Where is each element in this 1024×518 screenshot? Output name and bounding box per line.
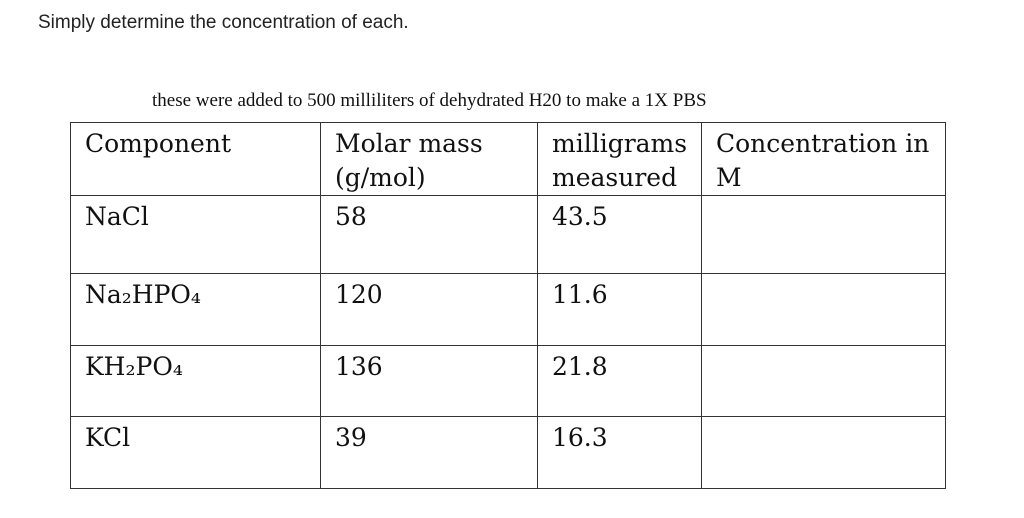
cell-concentration [702, 417, 946, 489]
cell-concentration [702, 346, 946, 417]
header-component [71, 123, 321, 196]
header-component-label: Component [85, 129, 231, 158]
table-header-row [71, 123, 946, 196]
cell-milligrams: 43.5 [538, 196, 702, 274]
header-milligrams-line1: milligrams [552, 129, 688, 158]
cell-component: Na₂HPO₄ [71, 274, 321, 346]
cell-milligrams: 21.8 [538, 346, 702, 417]
cell-milligrams: 16.3 [538, 417, 702, 489]
table-row [71, 274, 946, 346]
header-milligrams-line2: measured [552, 163, 678, 192]
cell-component: NaCl [71, 196, 321, 274]
table-caption: these were added to 500 milliliters of dehydrated H20 to make a 1X PBS [152, 90, 707, 111]
table-row [71, 196, 946, 274]
cell-component: KCl [71, 417, 321, 489]
question-prompt: Simply determine the concentration of each. [38, 12, 409, 33]
header-concentration [702, 123, 946, 196]
cell-molar-mass: 58 [321, 196, 538, 274]
cell-component: KH₂PO₄ [71, 346, 321, 417]
table-row [71, 346, 946, 417]
cell-molar-mass: 39 [321, 417, 538, 489]
table-row [71, 417, 946, 489]
header-molar-mass-line2: (g/mol) [335, 163, 426, 192]
header-concentration-line1: Concentration in [716, 129, 930, 158]
header-milligrams [538, 123, 702, 196]
cell-concentration [702, 274, 946, 346]
cell-molar-mass: 120 [321, 274, 538, 346]
header-molar-mass-line1: Molar mass [335, 129, 483, 158]
cell-milligrams: 11.6 [538, 274, 702, 346]
cell-concentration [702, 196, 946, 274]
cell-molar-mass: 136 [321, 346, 538, 417]
header-molar-mass [321, 123, 538, 196]
header-concentration-line2: M [716, 163, 742, 192]
concentration-table [70, 122, 946, 489]
